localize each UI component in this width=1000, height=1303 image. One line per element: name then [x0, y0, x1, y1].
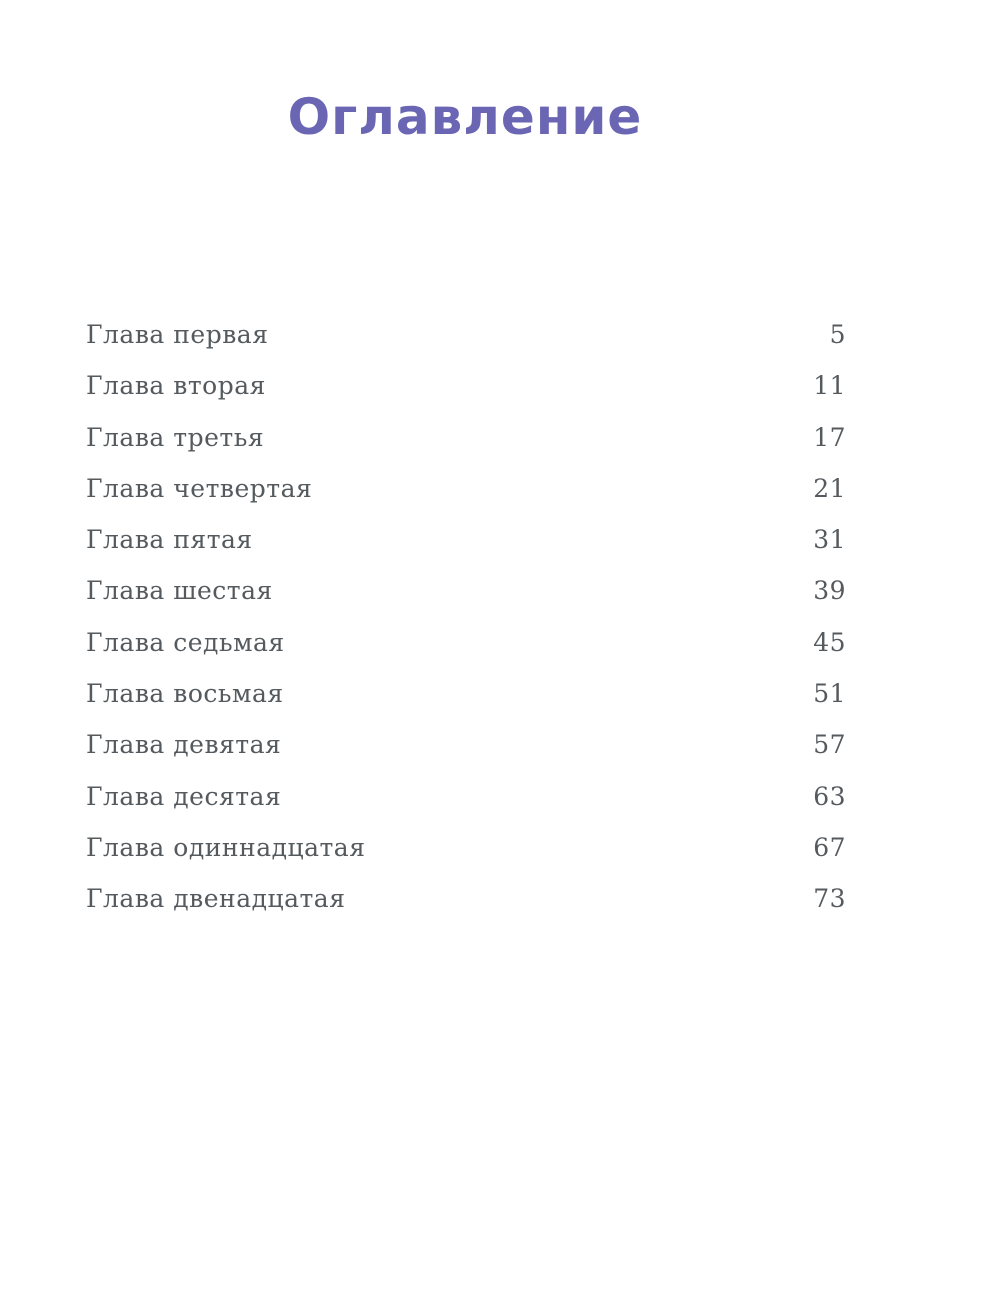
- toc-entry-label: Глава вторая: [86, 371, 266, 401]
- toc-entry[interactable]: [86, 525, 846, 576]
- toc-entry[interactable]: [86, 320, 846, 371]
- toc-entry[interactable]: [86, 833, 846, 884]
- toc-entry-label: Глава шестая: [86, 576, 273, 606]
- toc-entry-page: 63: [813, 781, 846, 811]
- toc-entry[interactable]: [86, 628, 846, 679]
- toc-entry-label: Глава пятая: [86, 525, 253, 555]
- toc-entry-label: Глава одиннадцатая: [86, 832, 366, 862]
- toc-entry-label: Глава седьмая: [86, 627, 285, 657]
- toc-entry-page: 31: [813, 525, 846, 555]
- toc-entry[interactable]: [86, 474, 846, 525]
- toc-entry[interactable]: [86, 884, 846, 935]
- toc-entry-label: Глава восьмая: [86, 679, 284, 709]
- toc-entry-page: 21: [813, 473, 846, 503]
- page-title: Оглавление: [287, 88, 643, 146]
- toc-entry[interactable]: [86, 576, 846, 627]
- toc-entry-label: Глава девятая: [86, 730, 282, 760]
- toc-entry-page: 11: [813, 371, 846, 401]
- toc-entry[interactable]: [86, 730, 846, 781]
- toc-entry-page: 5: [829, 320, 846, 349]
- toc-entry-page: 73: [813, 884, 846, 914]
- toc-entry[interactable]: [86, 679, 846, 730]
- toc-entry-page: 45: [813, 627, 846, 657]
- toc-entry[interactable]: [86, 782, 846, 833]
- toc-entry-page: 67: [813, 832, 846, 862]
- toc-entry-page: 17: [813, 422, 846, 452]
- toc-entry-label: Глава первая: [86, 320, 269, 349]
- toc-entry-page: 39: [813, 576, 846, 606]
- toc-entry-label: Глава четвертая: [86, 473, 313, 503]
- toc-entry-label: Глава двенадцатая: [86, 884, 346, 914]
- toc-entry-page: 51: [813, 679, 846, 709]
- toc-entry-page: 57: [813, 730, 846, 760]
- toc-entry[interactable]: [86, 423, 846, 474]
- toc-entry[interactable]: [86, 371, 846, 422]
- toc-entry-label: Глава десятая: [86, 781, 282, 811]
- toc-entry-label: Глава третья: [86, 422, 265, 452]
- table-of-contents: [86, 320, 846, 936]
